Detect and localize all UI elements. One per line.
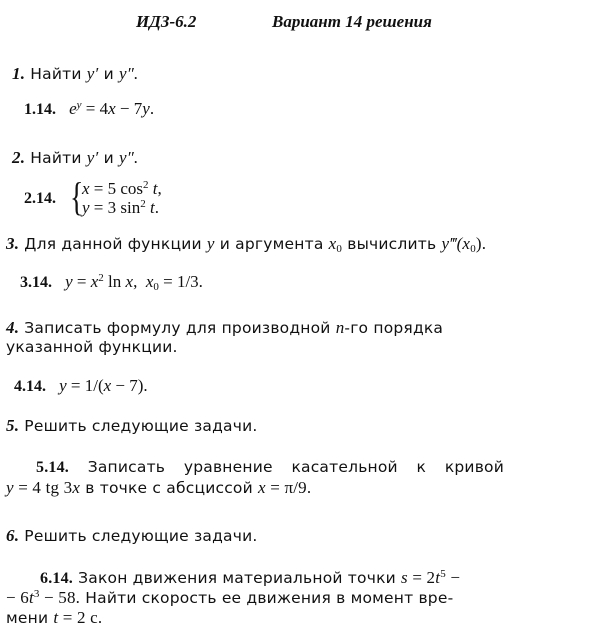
problem-6-14-line3: мени t = 2 с.: [6, 608, 103, 627]
equation-4: y = 1/(x − 7).: [59, 376, 148, 395]
equation-1: $e^y = 4x - 7y$.: [69, 99, 155, 118]
task-4-statement-line2: указанной функции.: [6, 338, 178, 356]
problem-6-14-line2: − $6t^3 - 58$. Найти скорость ее движения в момент вре-: [6, 588, 454, 607]
equation-system-2: x = 5 $\cos^2 t$, y = 3 $\sin^2 t$.: [82, 179, 162, 217]
problem-4-14: 4.14. y = 1/(x − 7).: [14, 376, 148, 395]
problem-5-14-line1: 5.14. Записать уравнение касательной к кривой: [36, 458, 504, 476]
problem-2-14-number: 2.14.: [24, 190, 56, 207]
task-1-statement: 1. Найти y′ и y″.: [12, 64, 139, 83]
task-4-statement-line1: 4. Записать формулу для производной n-го порядка: [6, 318, 444, 337]
equation-3: $y = x^2$ ln x, $x_0 = 1/3$.: [65, 272, 203, 293]
variant-label: Вариант 14 решения: [272, 12, 432, 31]
task-6-statement: 6. Решить следующие задачи.: [6, 526, 258, 545]
task-5-statement: 5. Решить следующие задачи.: [6, 416, 258, 435]
task-3-statement: 3. Для данной функции y и аргумента $x_0$ вычислить $y‴(x_0)$.: [6, 234, 487, 255]
document-title: ИДЗ-6.2: [136, 12, 197, 31]
problem-6-14-line1: 6.14. Закон движения материальной точки $s = 2t^5$ −: [40, 568, 461, 587]
problem-3-14: 3.14. $y = x^2$ ln x, $x_0 = 1/3$.: [20, 272, 203, 293]
task-2-statement: 2. Найти y′ и y″.: [12, 148, 139, 167]
problem-5-14-line2: y = 4 tg 3x в точке с абсциссой x = π/9.: [6, 478, 312, 497]
system-brace: {: [70, 174, 84, 219]
problem-1-14: 1.14. $e^y = 4x - 7y$.: [24, 99, 155, 118]
